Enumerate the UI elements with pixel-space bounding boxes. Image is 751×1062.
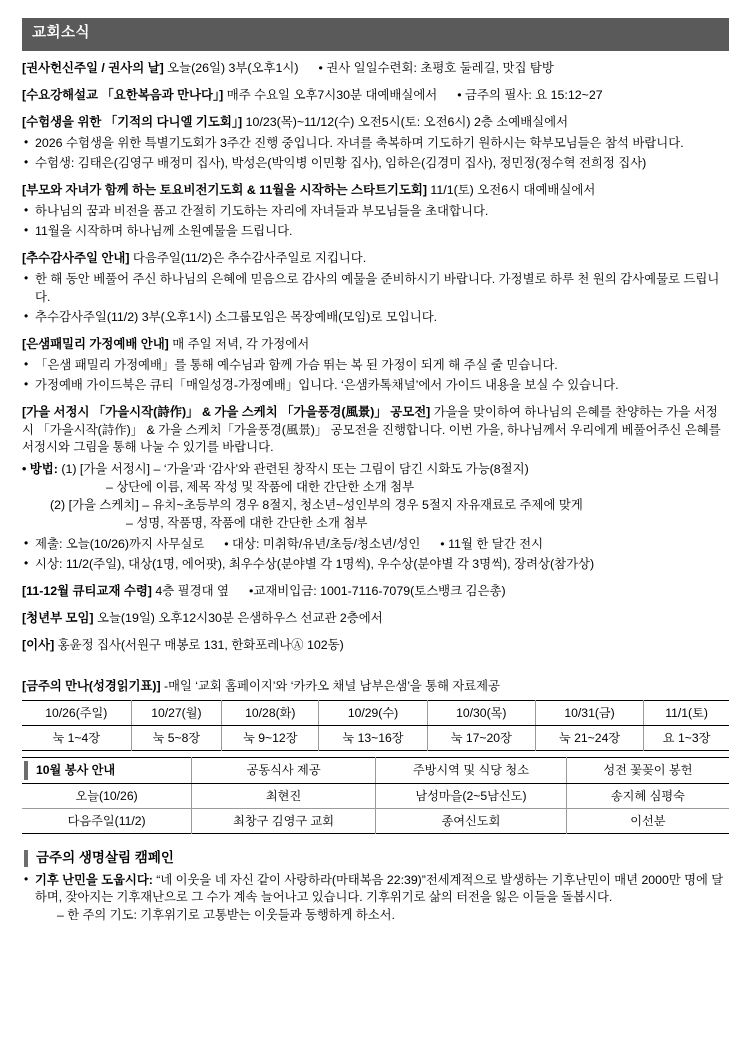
notice-text: 매주 수요일 오후7시30분 대예배실에서 <box>223 87 438 102</box>
notice-item <box>22 114 729 173</box>
notice-extra: • 금주의 필사: 요 15:12~27 <box>457 87 603 102</box>
page-title: 교회소식 <box>22 18 729 51</box>
notice-item <box>22 336 729 395</box>
table-cell: 이선분 <box>566 808 729 833</box>
notice-item <box>22 182 729 241</box>
service-schedule-table <box>22 757 729 834</box>
notice-item <box>22 87 729 105</box>
table-header-cell: 성전 꽃꽂이 봉헌 <box>566 758 729 783</box>
notice-item <box>22 637 729 655</box>
notice-bullet-list <box>22 357 729 395</box>
contest-detail-list <box>22 536 729 574</box>
notice-text: 10/23(목)~11/12(수) 오전5시(토: 오전6시) 2층 소예배실에서 <box>242 114 569 129</box>
table-row <box>22 726 729 751</box>
table-cell: 눅 5~8장 <box>131 726 222 751</box>
list-item: • 한 해 동안 베풀어 주신 하나님의 은혜에 믿음으로 감사의 예물을 준비하시기 바랍니다. 가정별로 하루 천 원의 감사예물로 드립니다. <box>22 271 729 307</box>
contest-submit-extra1: • 대상: 미취학/유년/초등/청소년/성인 <box>224 537 421 552</box>
table-cell: 최창구 김영구 교회 <box>192 808 376 833</box>
table-cell: 종여신도회 <box>375 808 566 833</box>
table-cell: 다음주일(11/2) <box>22 808 192 833</box>
list-item: • 수험생: 김태은(김영구 배정미 집사), 박성은(박익병 이민황 집사), 임하은(김경미 집사), 정민정(정수혁 전희정 집사) <box>22 155 729 173</box>
list-item: • 추수감사주일(11/2) 3부(오후1시) 소그룹모임은 목장예배(모임)로 모입니다. <box>22 309 729 327</box>
campaign-list <box>22 872 729 925</box>
table-header-cell: 10/29(수) <box>319 700 427 725</box>
notice-extra: • 권사 일일수련회: 초평호 둘레길, 맛집 탐방 <box>318 60 554 75</box>
notice-label: [추수감사주일 안내] <box>22 250 130 265</box>
list-item: • 가정예배 가이드북은 큐티「매일성경-가정예배」입니다. ‘은샘카톡채널’에서 가이드 내용을 보실 수 있습니다. <box>22 377 729 395</box>
table-header-cell: 10/27(월) <box>131 700 222 725</box>
table-cell: 요 1~3장 <box>644 726 729 751</box>
table-header-cell: 11/1(토) <box>644 700 729 725</box>
list-item <box>22 872 729 925</box>
list-item: • 11월을 시작하며 하나님께 소원예물을 드립니다. <box>22 223 729 241</box>
notice-label: [청년부 모임] <box>22 611 94 626</box>
contest-submit-extra2: • 11월 한 달간 전시 <box>440 537 544 552</box>
table-header-cell: 10월 봉사 안내 <box>22 758 192 783</box>
notice-bullet-list <box>22 135 729 173</box>
list-item: • 시상: 11/2(주일), 대상(1명, 에어팟), 최우수상(분야별 각 1명씩), 우수상(분야별 각 3명씩), 장려상(참가상) <box>22 556 729 574</box>
table-cell: 남성마을(2~5남신도) <box>375 783 566 808</box>
contest-method-1: (1) [가을 서정시] – ‘가을’과 ‘감사’와 관련된 창작시 또는 그림이 담긴 시화도 가능(8절지) <box>61 462 529 477</box>
table-header-cell: 주방시역 및 식당 청소 <box>375 758 566 783</box>
notice-label: [수요강해설교 「요한복음과 만나다」] <box>22 87 224 102</box>
table-cell: 송지혜 심평숙 <box>566 783 729 808</box>
contest-notice <box>22 404 729 575</box>
manna-title <box>22 677 729 695</box>
table-cell: 눅 13~16장 <box>319 726 427 751</box>
contest-method-2-sub: – 성명, 작품명, 작품에 대한 간단한 소개 첨부 <box>126 516 368 531</box>
list-item <box>22 536 729 554</box>
manna-title-bold: [금주의 만나(성경읽기표)] <box>22 679 161 694</box>
table-cell: 최현진 <box>192 783 376 808</box>
notice-text: 홍윤정 집사(서원구 매봉로 131, 한화포레나Ⓐ 102동) <box>54 638 344 653</box>
list-item: • 「은샘 패밀리 가정예배」를 통해 예수님과 함께 가슴 뛰는 복 된 가정이 되게 해 주실 줄 믿습니다. <box>22 357 729 375</box>
campaign-bullet-text: “네 이웃을 네 자신 같이 사랑하라(마태복음 22:39)”전세계적으로 발생하는 기후난민이 매년 2000만 명에 달하며, 잦아지는 기후재난으로 그 수가 계속 늘어나고 있습니다. 기후위기로 삶의 터전을 잃은 이들을 돌봅시다. <box>35 872 724 905</box>
table-cell: 눅 21~24장 <box>535 726 643 751</box>
table-header-cell: 10/28(화) <box>222 700 319 725</box>
notice-text: 11/1(토) 오전6시 대예배실에서 <box>426 182 596 197</box>
table-cell: 눅 1~4장 <box>22 726 131 751</box>
contest-method <box>22 461 729 479</box>
table-header-row <box>22 758 729 783</box>
table-cell: 눅 17~20장 <box>427 726 535 751</box>
table-header-cell: 공동식사 제공 <box>192 758 376 783</box>
contest-method-2: (2) [가을 스케치] – 유치~초등부의 경우 8절지, 청소년~성인부의 경우 5절지 자유재료로 주제에 맞게 <box>50 498 583 513</box>
campaign-sub: – 한 주의 기도: 기후위기로 고통받는 이웃들과 동행하게 하소서. <box>57 908 395 923</box>
notice-text: 매 주일 저녁, 각 가정에서 <box>168 336 310 351</box>
notice-bullet-list <box>22 271 729 327</box>
table-row <box>22 808 729 833</box>
contest-text: 가을을 맞이하여 하나님의 은혜를 찬양하는 가을 서정시 「가을시작(詩作)」 & 가을 스케치「가을풍경(風景)」 공모전을 진행합니다. 이번 가을, 하나님께서 우리에게 베풀어주신 은혜를 서정시와 그림을 통해 나눌 수 있기를 바랍니다. <box>22 404 721 455</box>
table-cell: 눅 9~12장 <box>222 726 319 751</box>
table-cell: 오늘(10/26) <box>22 783 192 808</box>
notice-item <box>22 60 729 78</box>
notice-label: [이사] <box>22 638 55 653</box>
list-item: • 하나님의 꿈과 비전을 품고 간절히 기도하는 자리에 자녀들과 부모님들을 초대합니다. <box>22 203 729 221</box>
table-header-cell: 10/31(금) <box>535 700 643 725</box>
notice-item <box>22 583 729 601</box>
table-row <box>22 783 729 808</box>
table-header-cell: 10/30(목) <box>427 700 535 725</box>
contest-method-label: • 방법: <box>22 462 58 477</box>
contest-label: [가을 서정시 「가을시작(詩作)」 & 가을 스케치 「가을풍경(風景)」 공모전] <box>22 404 431 419</box>
notice-label: [부모와 자녀가 함께 하는 토요비전기도회 & 11월을 시작하는 스타트기도회] <box>22 182 427 197</box>
notice-label: [11-12월 큐티교재 수령] <box>22 584 152 599</box>
notice-text: 다음주일(11/2)은 추수감사주일로 지킵니다. <box>129 250 367 265</box>
notice-text: 4층 필경대 옆 <box>151 584 230 599</box>
notice-label: [수험생을 위한 「기적의 다니엘 기도회」] <box>22 114 243 129</box>
notice-text: 오늘(26일) 3부(오후1시) <box>163 60 299 75</box>
notice-item <box>22 250 729 327</box>
contest-submit: 제출: 오늘(10/26)까지 사무실로 <box>35 537 205 552</box>
notice-label: [은샘패밀리 가정예배 안내] <box>22 336 169 351</box>
notice-item <box>22 610 729 628</box>
notice-text: 오늘(19일) 오후12시30분 은샘하우스 선교관 2층에서 <box>93 611 383 626</box>
campaign-title: 금주의 생명살림 캠페인 <box>22 848 729 868</box>
notice-label: [권사헌신주일 / 권사의 날] <box>22 60 164 75</box>
notice-extra: •교재비입금: 1001-7116-7079(토스뱅크 김은총) <box>249 584 506 599</box>
list-item: • 2026 수험생을 위한 특별기도회가 3주간 진행 중입니다. 자녀를 축복하며 기도하기 원하시는 학부모님들은 참석 바랍니다. <box>22 135 729 153</box>
campaign-bullet-bold: 기후 난민을 도웁시다: <box>35 872 153 887</box>
table-header-cell: 10/26(주일) <box>22 700 131 725</box>
table-header-row <box>22 700 729 725</box>
contest-method-1-sub: – 상단에 이름, 제목 작성 및 작품에 대한 간단한 소개 첨부 <box>106 480 415 495</box>
manna-title-rest: -매일 ‘교회 홈페이지’와 ‘카카오 채널 남부은샘’을 통해 자료제공 <box>160 679 500 694</box>
bible-reading-table <box>22 700 729 752</box>
notice-bullet-list <box>22 203 729 241</box>
